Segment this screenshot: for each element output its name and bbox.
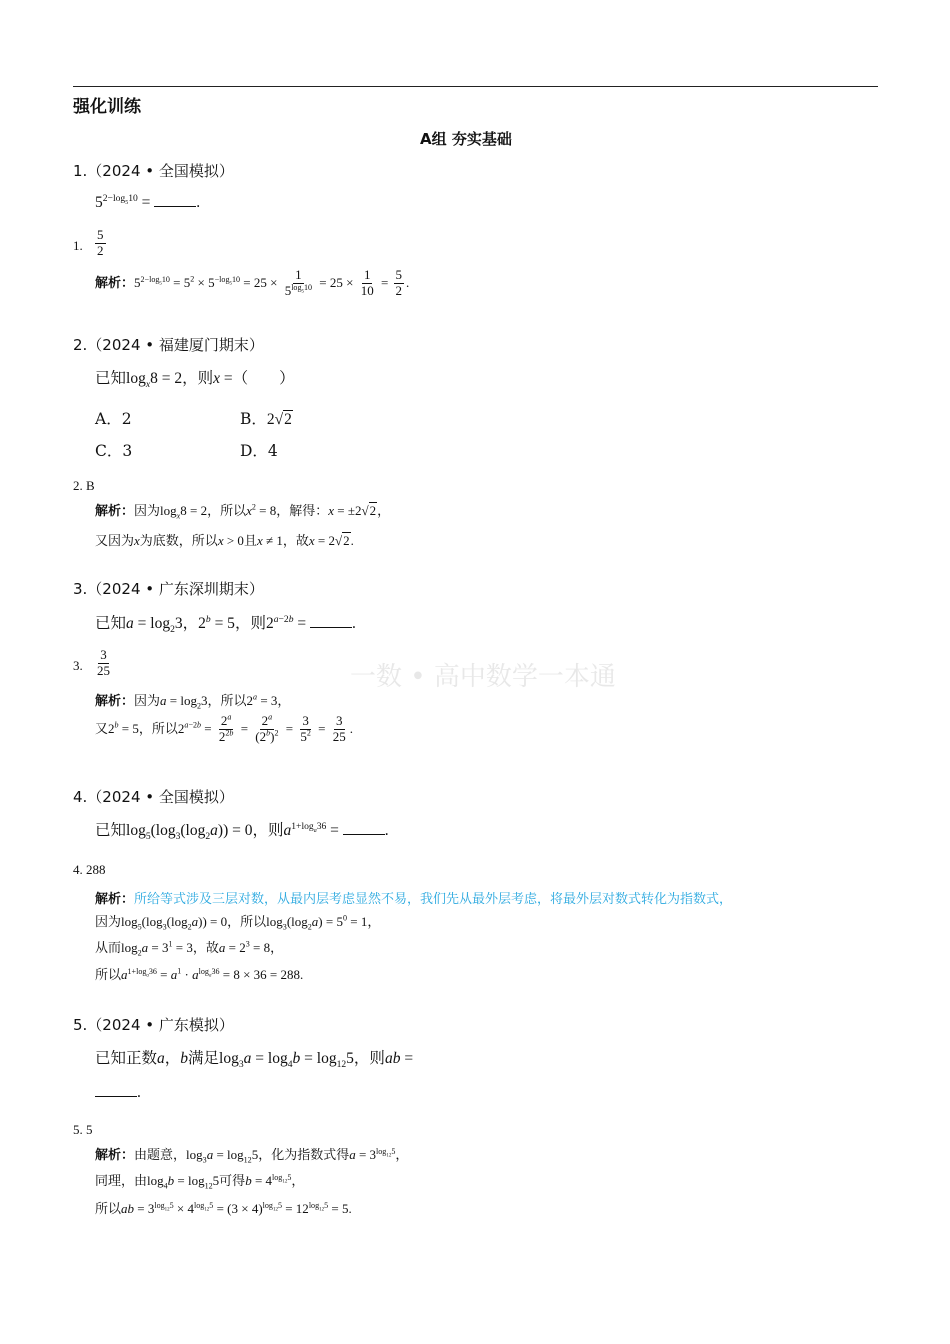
answer-3-analysis-line1: 解析：因为$a = \log_23$，所以$2^a = 3$， xyxy=(95,692,291,711)
analysis-label: 解析： xyxy=(95,275,135,291)
answer-1-analysis: 解析：$5^{2-log_510} = 5^2 \times 5^{-log_510} = 25$ × $\frac{1}{5^{log_510}}$ = 25 × $\frac{1}{10}$ = $\frac{5}{2}$ . xyxy=(95,267,410,298)
question-2-header: 2.（2024 • 福建厦门期末） xyxy=(73,336,264,354)
answer-1-value: $\frac{5}{2}$ xyxy=(97,227,104,258)
answer-5: 5. 5 xyxy=(73,1122,93,1137)
question-2-stem: 已知$\log_x8 = 2$，则x =（ ） xyxy=(95,369,295,391)
answer-5-analysis-line2: 同理，由$\log_4b = \log_{12}5$可得$b = 4^{log_{12}5}$， xyxy=(95,1172,305,1191)
answer-2-analysis-line1: 解析：因为$\log_x8 = 2$，所以$x^2 = 8$，解得：x = ±2√2， xyxy=(95,502,391,521)
answer-2: 2. B xyxy=(73,478,95,493)
group-title: A组 夯实基础 xyxy=(420,130,512,148)
answer-4-analysis-line1: 因为$\log_5(\log_3(\log_2a)) = 0$，所以$\log_3(\log_2a) = 5^0 = 1$， xyxy=(95,913,381,932)
answer-4: 4. 288 xyxy=(73,862,106,877)
answer-5-analysis-line3: 所以ab = $3^{log_{12}5} \times 4^{log_{12}5} = (3 \times 4)^{log_{12}5} = 12^{log_{12}5} = 5$. xyxy=(95,1200,352,1217)
option-a[interactable]: A．2 xyxy=(95,410,132,428)
answer-3-analysis-line2: 又$2^b = 5$，所以$2^{a-2b}$ = $\frac{2^a}{2^{2b}}$ = $\frac{2^a}{(2^b)^2}$ = $\frac{3}{5^2}$ = $\frac{3}{25}$ . xyxy=(95,712,353,744)
option-b[interactable]: B．2√2 xyxy=(240,410,292,428)
answer-4-hint: 解析：所给等式涉及三层对数，从最内层考虑显然不易，我们先从最外层考虑，将最外层对数式转化为指数式， xyxy=(95,892,733,907)
question-5-blank: . xyxy=(95,1084,141,1102)
option-d[interactable]: D．4 xyxy=(240,442,278,460)
answer-3-number: 3. xyxy=(73,658,83,673)
question-5-stem: 已知正数a，b满足$\log_3a = \log_4b = \log_{12}5$，则ab = xyxy=(95,1049,414,1071)
question-4-stem: 已知$\log_5(\log_3(\log_2a)) = 0$，则$a^{1+log_a36}$ = . xyxy=(95,820,389,843)
answer-5-analysis-line1: 解析：由题意，$\log_3a = \log_{12}5$，化为指数式得$a = 3^{log_{12}5}$， xyxy=(95,1146,409,1165)
answer-4-analysis-line2: 从而$\log_2a = 3^1 = 3$，故$a = 2^3 = 8$， xyxy=(95,939,284,958)
question-3-header: 3.（2024 • 广东深圳期末） xyxy=(73,580,264,598)
header-rule xyxy=(73,86,878,87)
question-5-header: 5.（2024 • 广东模拟） xyxy=(73,1016,234,1034)
answer-1-number: 1. xyxy=(73,238,83,253)
answer-3-value: $\frac{3}{25}$ xyxy=(97,647,110,678)
watermark: 一数 • 高中数学一本通 xyxy=(350,662,616,692)
section-title: 强化训练 xyxy=(73,97,141,117)
question-3-stem: 已知$a = \log_23$，$2^b = 5$，则$2^{a-2b}$ = . xyxy=(95,613,356,636)
question-1-header: 1.（2024 • 全国模拟） xyxy=(73,162,234,180)
answer-4-analysis-line3: 所以$a^{1+log_a36} = a^1 \cdot a^{log_a36} = 8 \times 36 = 288$. xyxy=(95,966,304,983)
answer-2-analysis-line2: 又因为x为底数，所以x > 0且x ≠ 1，故x = 2√2. xyxy=(95,533,354,549)
question-4-header: 4.（2024 • 全国模拟） xyxy=(73,788,234,806)
question-1-stem: $5^{2-log_510}$ = . xyxy=(95,192,201,211)
option-c[interactable]: C．3 xyxy=(95,442,133,460)
